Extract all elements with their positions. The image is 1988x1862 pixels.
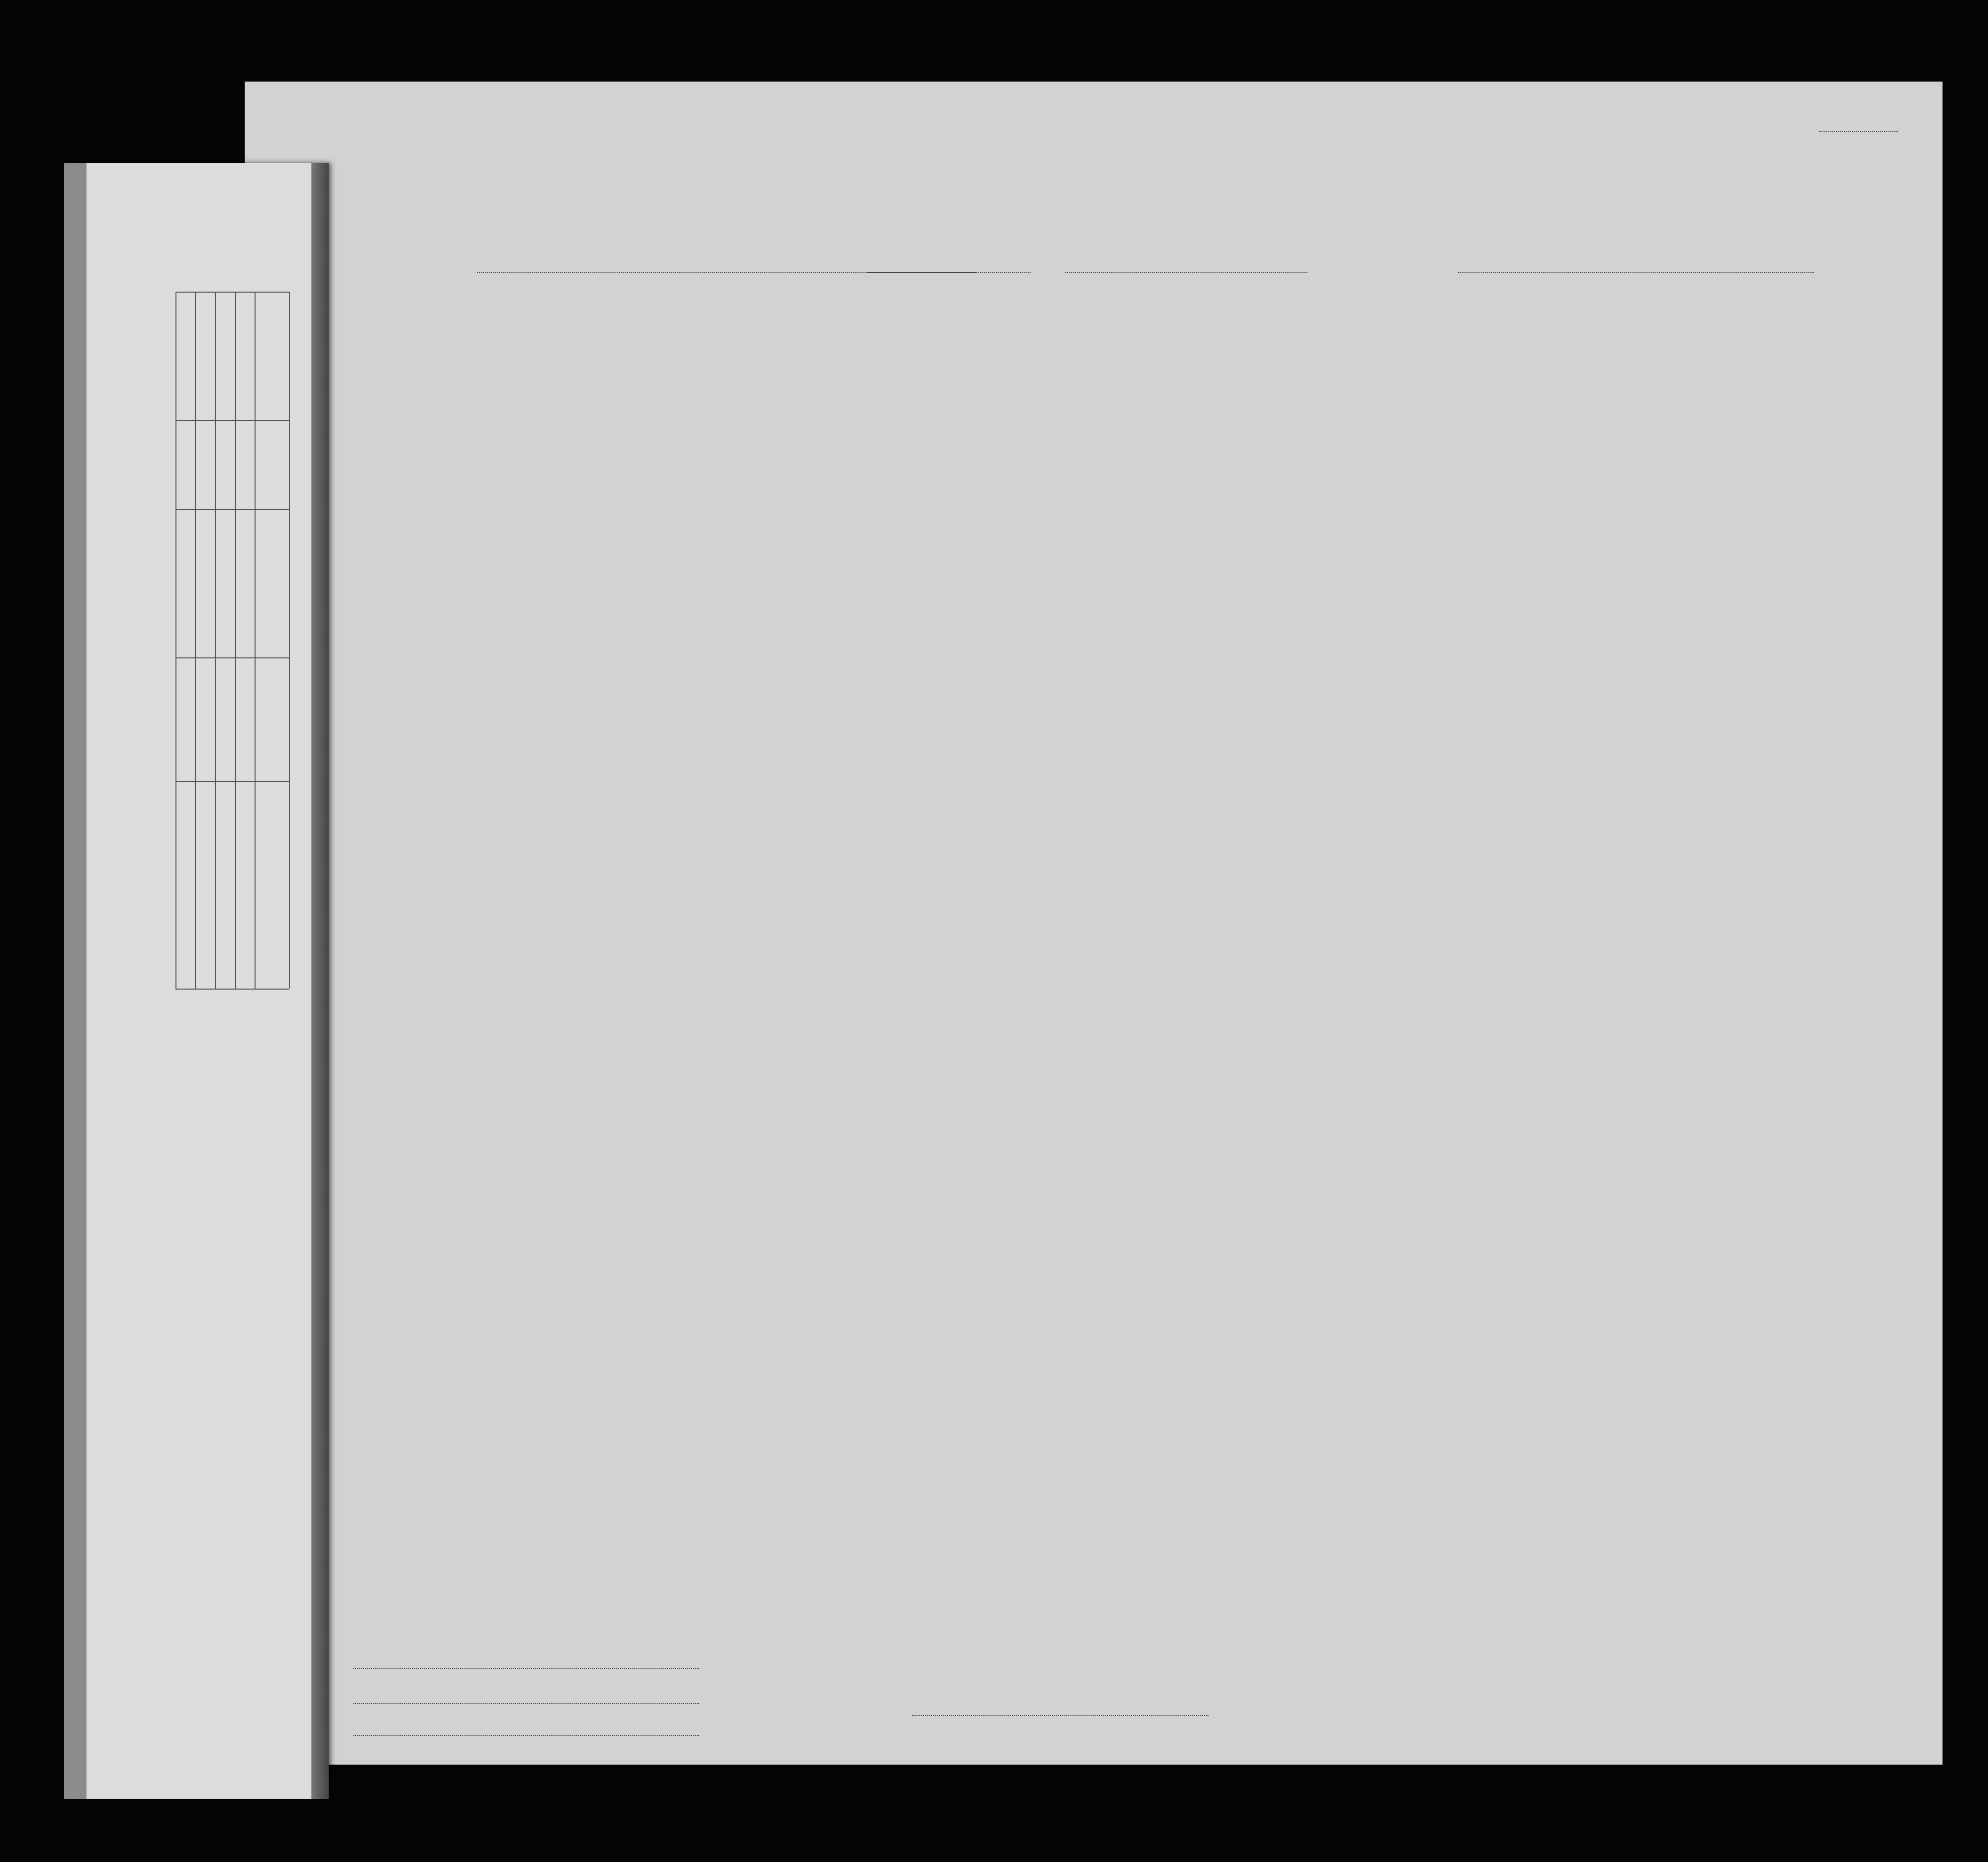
discharged-seamen-slip — [64, 163, 329, 1799]
crew-manifest-sheet — [245, 82, 1943, 1765]
slip-rule — [175, 781, 289, 782]
slip-rule — [175, 989, 289, 990]
slip-shadow-band — [311, 163, 329, 1799]
slip-rule — [289, 292, 290, 989]
crew-rows — [245, 408, 1943, 1634]
slip-rule — [215, 292, 216, 989]
slip-rule — [175, 292, 176, 989]
slip-rule — [175, 509, 289, 510]
slip-rule — [175, 657, 289, 658]
slip-rule — [195, 292, 196, 989]
slip-rule — [175, 292, 289, 293]
slip-rule — [235, 292, 236, 989]
slip-rule — [175, 420, 289, 421]
slip-rule — [255, 292, 256, 989]
slip-edge — [64, 163, 86, 1799]
